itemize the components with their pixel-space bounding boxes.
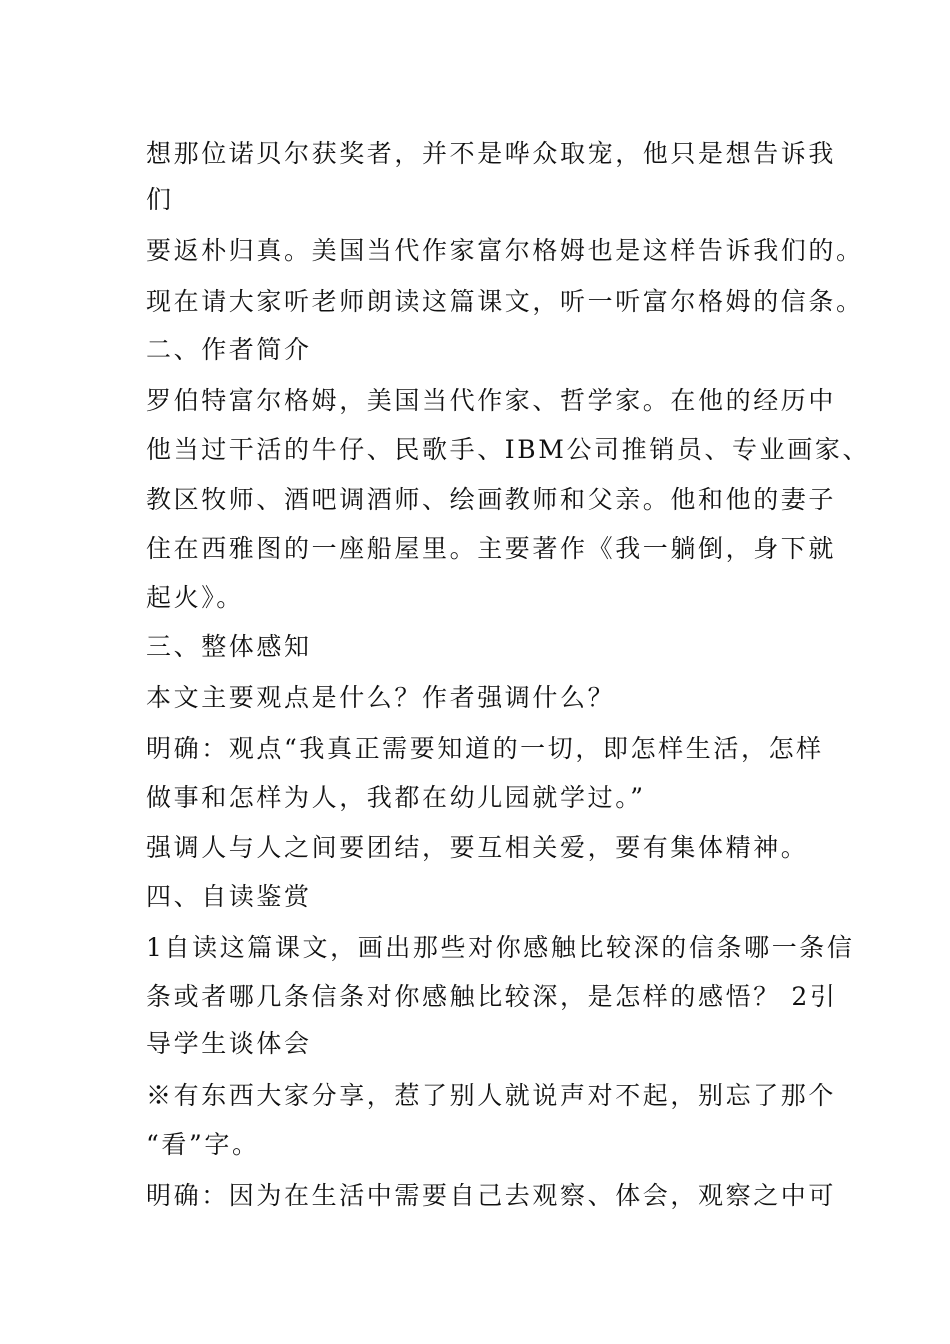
paragraph-line: 想那位诺贝尔获奖者，并不是哗众取宠，他只是想告诉我 xyxy=(146,139,837,168)
paragraph-line: 起火》。 xyxy=(146,583,244,612)
paragraph-line: 明确：观点“我真正需要知道的一切，即怎样生活，怎样 xyxy=(146,734,824,763)
section-heading: 二、作者简介 xyxy=(146,335,312,364)
paragraph-line: 他当过干活的牛仔、民歌手、IBM公司推销员、专业画家、 xyxy=(146,435,871,464)
paragraph-line: 条或者哪几条信条对你感触比较深，是怎样的感悟？ 2引 xyxy=(146,982,838,1011)
paragraph-line: 明确：因为在生活中需要自己去观察、体会，观察之中可 xyxy=(146,1181,837,1210)
section-heading: 三、整体感知 xyxy=(146,632,312,661)
paragraph-line: 做事和怎样为人，我都在幼儿园就学过。” xyxy=(146,783,646,812)
section-heading: 四、自读鉴赏 xyxy=(146,882,312,911)
paragraph-line: “看”字。 xyxy=(146,1130,260,1159)
paragraph-line: 们 xyxy=(146,185,174,214)
paragraph-line: 住在西雅图的一座船屋里。主要著作《我一躺倒，身下就 xyxy=(146,534,837,563)
paragraph-line: 本文主要观点是什么？作者强调什么？ xyxy=(146,683,616,712)
paragraph-line: 罗伯特富尔格姆，美国当代作家、哲学家。在他的经历中 xyxy=(146,386,837,415)
paragraph-line: 教区牧师、酒吧调酒师、绘画教师和父亲。他和他的妻子 xyxy=(146,485,837,514)
paragraph-line: 导学生谈体会 xyxy=(146,1029,312,1058)
paragraph-line: ※有东西大家分享，惹了别人就说声对不起，别忘了那个 xyxy=(146,1081,837,1110)
paragraph-line: 现在请大家听老师朗读这篇课文，听一听富尔格姆的信条。 xyxy=(146,287,864,316)
paragraph-line: 要返朴归真。美国当代作家富尔格姆也是这样告诉我们的。 xyxy=(146,236,864,265)
paragraph-line: 1自读这篇课文，画出那些对你感触比较深的信条哪一条信 xyxy=(146,933,855,962)
paragraph-line: 强调人与人之间要团结，要互相关爱，要有集体精神。 xyxy=(146,833,809,862)
